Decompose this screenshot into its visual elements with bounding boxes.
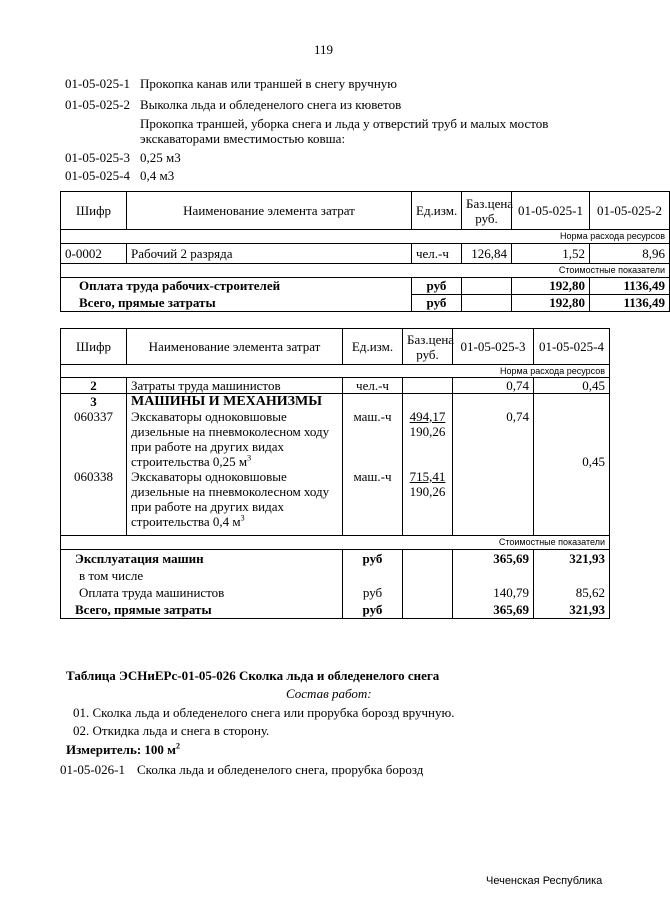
section-codes [61,394,127,536]
total-v1: 192,80 [512,278,590,295]
resource-code: 01-05-025-1 [65,76,130,91]
header-price-line1: Баз.цена [407,331,455,347]
header-name: Наименование элемента затрат [127,329,343,365]
footer-region: Чеченская Республика [486,875,603,887]
total-v1: 365,69 [493,551,529,566]
resource-table-1 [60,191,670,312]
section-prices [403,394,453,536]
superscript: 3 [247,453,252,463]
total-unit: руб [362,585,383,600]
resource-code: 01-05-026-1 [60,762,125,777]
total-price [462,278,512,295]
totals-block [61,550,610,619]
total-name: Всего, прямые затраты [61,295,412,312]
page-number: 119 [314,42,334,57]
machine-unit: маш.-ч [353,469,392,484]
row-v2: 0,45 [534,378,610,394]
header-price-line1: Баз.цена [466,195,514,211]
row-name: Рабочий 2 разряда [127,244,412,264]
resource-code: 01-05-025-2 [65,97,130,112]
header-col2: 01-05-025-4 [534,329,610,365]
machine-price-1: 494,17 [409,409,446,424]
header-unit: Ед.изм. [343,329,403,365]
resource-text: Сколка льда и обледенелого снега, прорубка борозд [137,762,424,777]
superscript: 3 [240,513,245,523]
row-code: 2 [61,378,127,394]
machine-name-last: строительства 0,4 м [131,514,241,529]
machine-name-line: дизельные на пневмоколесном ходу [131,424,330,439]
row-v1: 1,52 [512,244,590,264]
section-units [343,394,403,536]
totals-units [343,550,403,619]
total-v2: 321,93 [569,551,605,566]
total-name: Эксплуатация машин [75,551,204,566]
table-row [61,378,610,394]
total-name: Всего, прямые затраты [75,602,212,617]
total-v1: 192,80 [512,295,590,312]
total-name: Оплата труда машинистов [79,585,225,600]
header-col2: 01-05-025-2 [590,192,670,230]
resource-table-2 [60,328,610,619]
header-code: Шифр [61,192,127,230]
row-unit: чел.-ч [412,244,462,264]
row-v1: 0,74 [453,378,534,394]
totals-v1 [453,550,534,619]
total-price [462,295,512,312]
machine-price-1: 715,41 [409,469,446,484]
machine-price-2: 190,26 [409,424,446,439]
table-row [61,244,670,264]
machine-code: 060337 [74,409,113,424]
resource-code: 01-05-025-3 [65,150,130,165]
row-code: 0-0002 [61,244,127,264]
machine-v2: 0,45 [582,454,605,469]
including-label: в том числе [79,568,144,583]
machine-name-line [131,454,338,469]
header-col1: 01-05-025-3 [453,329,534,365]
totals-v2 [534,550,610,619]
meter-text: Измеритель: 100 м [66,742,177,757]
header-name: Наименование элемента затрат [127,192,412,230]
total-row [61,278,670,295]
machine-code: 060338 [74,469,113,484]
machine-unit: маш.-ч [353,409,392,424]
total-unit: руб [412,278,462,295]
total-row [61,295,670,312]
totals-names [61,550,343,619]
machine-name-1 [131,409,338,469]
resource-text: Выколка льда и обледенелого снега из кюветов [140,97,402,112]
meter-label [66,742,180,758]
row-name: Затраты труда машинистов [127,378,343,394]
machine-name-2 [131,469,338,529]
header-unit: Ед.изм. [412,192,462,230]
intro-line-2: экскаваторами вместимостью ковша: [140,131,346,146]
norm-label: Норма расхода ресурсов [61,365,610,378]
total-unit: руб [412,295,462,312]
total-v2: 1136,49 [590,295,670,312]
section-title: МАШИНЫ И МЕХАНИЗМЫ [131,394,323,409]
row-v2: 8,96 [590,244,670,264]
machine-name-line: Экскаваторы одноковшовые [131,469,287,484]
row-price [403,378,453,394]
machine-name-line: при работе на других видах [131,439,285,454]
resource-text: 0,4 м3 [140,168,175,183]
header-col1: 01-05-025-1 [512,192,590,230]
totals-price [403,550,453,619]
machine-name-last: строительства 0,25 м [131,454,248,469]
section-v2 [534,394,610,536]
row-price: 126,84 [462,244,512,264]
total-v2: 321,93 [569,602,605,617]
machine-price-2: 190,26 [409,484,446,499]
resource-code: 01-05-025-4 [65,168,130,183]
machine-name-line: при работе на других видах [131,499,285,514]
composition-title: Состав работ: [286,686,372,701]
header-price-line2: руб. [416,346,439,362]
superscript: 2 [176,741,181,751]
total-v2: 85,62 [575,585,605,600]
total-v1: 140,79 [493,585,529,600]
row-unit: чел.-ч [343,378,403,394]
resource-text: 0,25 м3 [140,150,181,165]
header-code: Шифр [61,329,127,365]
total-name: Оплата труда рабочих-строителей [61,278,412,295]
machines-section [61,394,610,536]
norm-label: Норма расхода ресурсов [61,230,670,244]
total-unit: руб [362,602,383,617]
total-v2: 1136,49 [590,278,670,295]
section-code: 3 [90,394,97,409]
intro-line-1: Прокопка траншей, уборка снега и льда у отверстий труб и малых мостов [140,116,549,131]
cost-label: Стоимостные показатели [61,264,670,278]
machine-name-line [131,514,338,529]
work-item-2: 02. Откидка льда и снега в сторону. [73,723,270,738]
machine-v1: 0,74 [506,409,529,424]
section-v1 [453,394,534,536]
header-price [403,329,453,365]
header-price-line2: руб. [475,210,498,226]
cost-label: Стоимостные показатели [61,536,610,550]
table-title: Таблица ЭСНиЕРс-01-05-026 Сколка льда и обледенелого снега [66,668,440,683]
work-item-1: 01. Сколка льда и обледенелого снега или прорубка борозд вручную. [73,705,455,720]
section-names [127,394,343,536]
machine-name-line: Экскаваторы одноковшовые [131,409,287,424]
machine-name-line: дизельные на пневмоколесном ходу [131,484,330,499]
total-unit: руб [362,551,383,566]
header-price [462,192,512,230]
resource-text: Прокопка канав или траншей в снегу вручную [140,76,397,91]
total-v1: 365,69 [493,602,529,617]
